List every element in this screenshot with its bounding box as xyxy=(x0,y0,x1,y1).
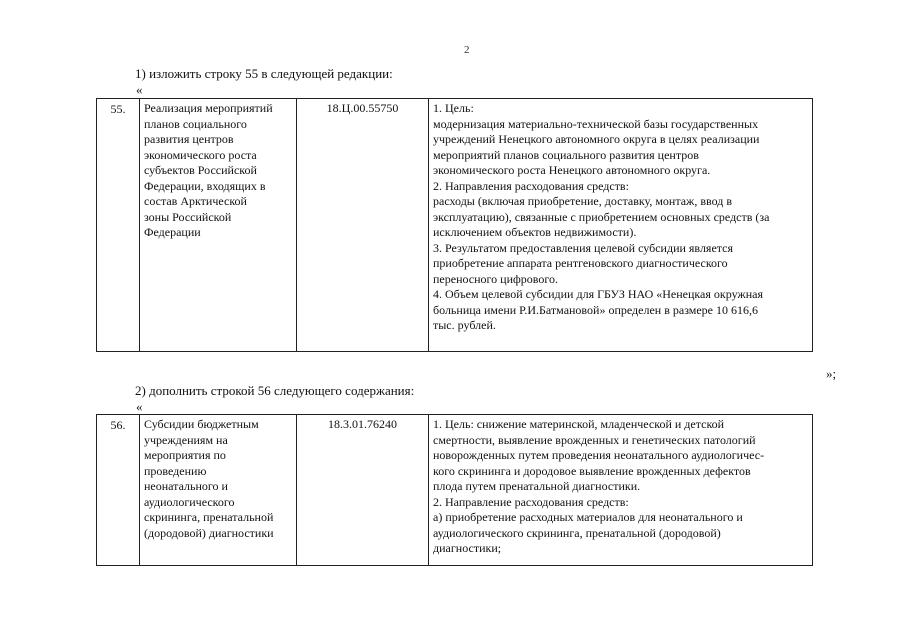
item2-intro: 2) дополнить строкой 56 следующего содержания: xyxy=(135,383,415,398)
name-line: мероприятия по xyxy=(144,448,226,462)
desc-line: эксплуатацию), связанные с приобретением основных средств (за xyxy=(433,209,770,224)
desc-line: а) приобретение расходных материалов для неонатального и xyxy=(433,510,743,524)
name-line: Федерации, входящих в xyxy=(144,178,266,193)
name-line: (дородовой) диагностики xyxy=(144,525,274,540)
desc-line: 1. Цель: xyxy=(433,101,474,115)
row-code: 18.Ц.00.55750 xyxy=(297,99,429,352)
item2-open-quote: « xyxy=(136,399,143,414)
name-line: субъектов Российской xyxy=(144,163,257,177)
name-line: планов социального xyxy=(144,116,247,131)
row-number: 56. xyxy=(97,415,140,566)
name-line: скрининга, пренатальной xyxy=(144,510,274,524)
desc-line: учреждений Ненецкого автономного округа в целях реализации xyxy=(433,132,760,146)
desc-line: смертности, выявление врожденных и генетических патологий xyxy=(433,432,756,447)
name-line: развития центров xyxy=(144,132,234,146)
row-name xyxy=(140,99,297,352)
desc-line: кого скрининга и дородовое выявление врожденных дефектов xyxy=(433,463,751,478)
desc-line: исключением объектов недвижимости). xyxy=(433,225,637,239)
name-line: Реализация мероприятий xyxy=(144,101,273,115)
name-line: экономического роста xyxy=(144,147,257,162)
name-line: Федерации xyxy=(144,225,201,239)
table-row-55 xyxy=(97,99,813,352)
desc-line: плода путем пренатальной диагностики. xyxy=(433,479,641,493)
table-row-56 xyxy=(97,415,813,566)
desc-line: аудиологического скрининга, пренатальной (дородовой) xyxy=(433,525,721,540)
name-line: аудиологического xyxy=(144,494,235,509)
page-number: 2 xyxy=(464,44,470,56)
item1-table xyxy=(96,98,813,352)
desc-line: мероприятий планов социального развития центров xyxy=(433,147,699,162)
row-description xyxy=(429,99,813,352)
desc-line: новорожденных путем проведения неонатального аудиологичес- xyxy=(433,448,765,462)
name-line: Субсидии бюджетным xyxy=(144,417,259,431)
name-line: проведению xyxy=(144,463,207,478)
desc-line: диагностики; xyxy=(433,541,502,555)
desc-line: 4. Объем целевой субсидии для ГБУЗ НАО «Ненецкая окружная xyxy=(433,287,763,301)
desc-line: тыс. рублей. xyxy=(433,318,496,332)
desc-line: переносного цифрового. xyxy=(433,271,558,286)
desc-line: 2. Направления расходования средств: xyxy=(433,178,629,193)
desc-line: 3. Результатом предоставления целевой субсидии является xyxy=(433,240,734,255)
name-line: зоны Российской xyxy=(144,209,232,224)
item1-intro: 1) изложить строку 55 в следующей редакции: xyxy=(135,66,393,81)
desc-line: 1. Цель: снижение материнской, младенческой и детской xyxy=(433,417,725,431)
item1-close-quote: »; xyxy=(826,366,837,381)
desc-line: расходы (включая приобретение, доставку, монтаж, ввод в xyxy=(433,194,733,208)
row-number: 55. xyxy=(97,99,140,352)
row-description xyxy=(429,415,813,566)
name-line: учреждениям на xyxy=(144,432,228,447)
item1-open-quote: « xyxy=(136,82,143,97)
desc-line: экономического роста Ненецкого автономного округа. xyxy=(433,163,711,177)
row-code: 18.3.01.76240 xyxy=(297,415,429,566)
name-line: неонатального и xyxy=(144,479,228,493)
name-line: состав Арктической xyxy=(144,194,247,208)
item2-table xyxy=(96,414,813,566)
row-name xyxy=(140,415,297,566)
desc-line: модернизация материально-технической базы государственных xyxy=(433,116,759,131)
desc-line: больница имени Р.И.Батмановой» определен в размере 10 616,6 xyxy=(433,302,759,317)
desc-line: приобретение аппарата рентгеновского диагностического xyxy=(433,256,728,270)
desc-line: 2. Направление расходования средств: xyxy=(433,494,629,509)
